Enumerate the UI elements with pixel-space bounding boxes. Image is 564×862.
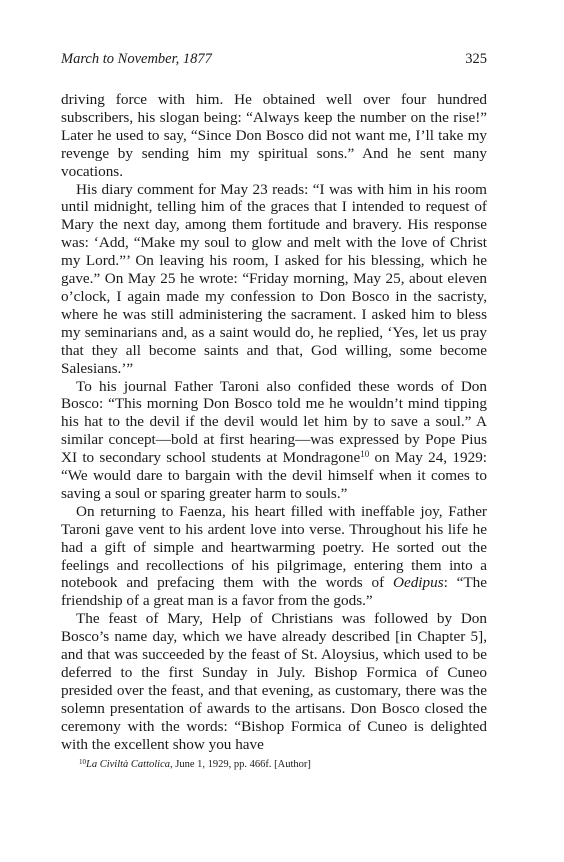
- footnote: [79, 758, 499, 772]
- paragraph-4: [61, 503, 487, 610]
- paragraph-4-text-b: : “The friendship of a great man is a favor from the gods.”: [61, 574, 487, 610]
- chapter-running-title: March to November, 1877: [61, 51, 212, 67]
- footnote-reference: 10: [360, 449, 370, 460]
- footnote-marker: 10: [79, 758, 86, 766]
- paragraph-2: His diary comment for May 23 reads: “I was with him in his room until midnight, telling him of the graces that I intended to request of Mary the next day, among them fortitude and bravery. His response was: ‘Add, “Make my soul to glow and melt with the love of Christ my Lord.”’ On leaving his room, I asked for his blessing, which he gave.” On May 25 he wrote: “Friday morning, May 25, about eleven o’clock, I again made my confession to Don Bosco in the sacristy, where he was still administering the sacrament. I asked him to bless my seminarians and, as a saint would do, he replied, ‘Yes, let us pray that they all become saints and that, God willing, some become Salesians.’”: [61, 180, 487, 377]
- paragraph-4-text-a: On returning to Faenza, his heart filled with ineffable joy, Father Taroni gave vent to his ardent love into verse. Throughout his life he had a gift of simple and heartwarming poetry. He sorted out the feelings and recollections of his pilgrimage, entering them into a notebook and prefacing them with the words of: [61, 502, 487, 592]
- paragraph-5: The feast of Mary, Help of Christians was followed by Don Bosco’s name day, which we have already described [in Chapter 5], and that was succeeded by the feast of St. Aloysius, which used to be deferred to the first Sunday in July. Bishop Formica of Cuneo presided over the feast, and that evening, as customary, there was the solemn presentation of awards to the artisans. Don Bosco closed the ceremony with the words: “Bishop Formica of Cuneo is delighted with the excellent show you have: [61, 610, 487, 753]
- footnote-source: La Civiltà Cattolica,: [86, 759, 173, 770]
- paragraph-3-text-a: To his journal Father Taroni also confided these words of Don Bosco: “This morning Don Bosco told me he wouldn’t mind tipping his hat to the devil if the devil would let him by to save a soul.” A similar concept—bold at first hearing—was expressed by Pope Pius XI to secondary school students at Mondragone: [61, 377, 487, 467]
- page-number: 325: [465, 51, 487, 67]
- paragraph-3-text-b: on May 24, 1929: “We would dare to bargain with the devil himself when it comes to saving a soul or sparing greater harm to souls.”: [61, 449, 488, 502]
- body-text: [61, 91, 487, 754]
- oedipus-title: Oedipus: [392, 574, 444, 592]
- footnote-details: June 1, 1929, pp. 466f. [Author]: [172, 759, 311, 770]
- paragraph-1: driving force with him. He obtained well over four hundred subscribers, his slogan being: “Always keep the number on the rise!” Later he used to say, “Since Don Bosco did not want me, I’ll take my revenge by sending him my spiritual sons.” And he sent many vocations.: [61, 91, 487, 180]
- paragraph-3: [61, 378, 487, 503]
